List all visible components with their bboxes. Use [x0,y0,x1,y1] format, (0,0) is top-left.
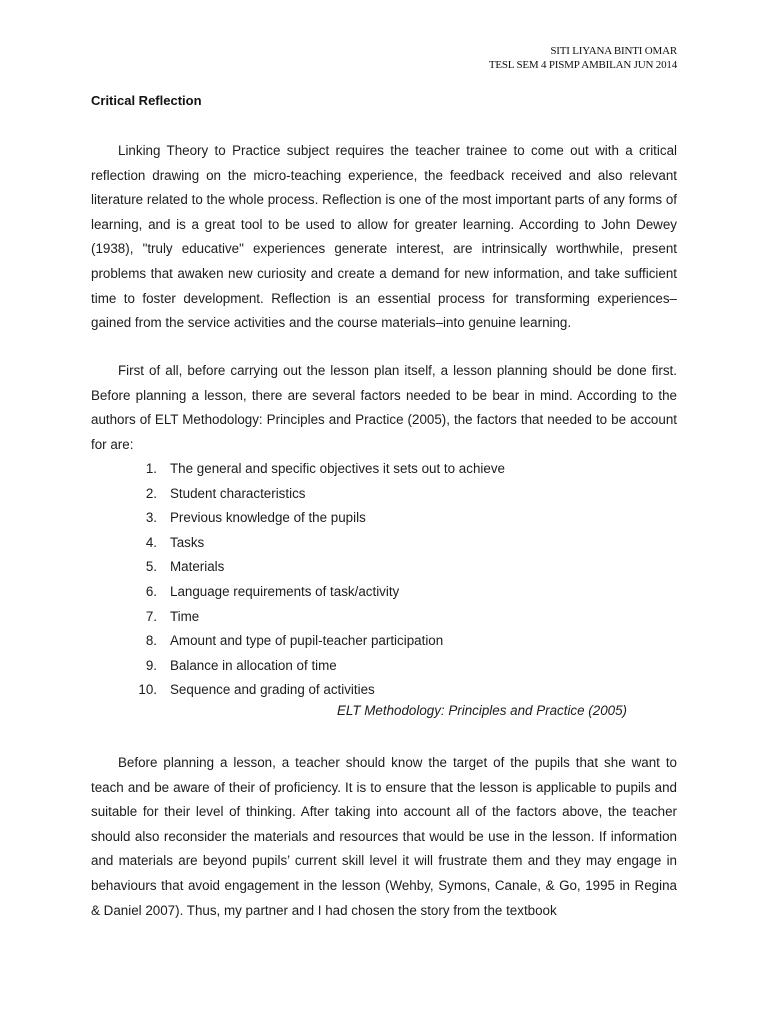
list-item-text: Tasks [170,534,205,550]
list-number: 8. [145,633,157,649]
list-item [131,506,505,531]
author-name: SITI LIYANA BINTI OMAR [550,45,677,57]
paragraph-lesson-planning [91,359,677,457]
document-title: Critical Reflection [91,93,202,108]
list-item [131,580,505,605]
list-number: 7. [145,608,157,624]
list-number: 2. [145,485,157,501]
list-item-text: Sequence and grading of activities [170,682,375,698]
list-number: 6. [145,583,157,599]
paragraph-text: Before planning a lesson, a teacher should know the target of the pupils that she want to teach and be aware of their of proficiency. It is to ensure that the lesson is applicable to pupils and suitable for their level of thinking. After taking into account all of the factors above, the teacher should also reconsider the materials and resources that would be use in the lesson. If information and materials are beyond pupils’ current skill level it will frustrate them and they may engage in behaviours that avoid engagement in the lesson (Wehby, Symons, Canale, & Go, 1995 in Regina & Daniel 2007). Thus, my partner and I had chosen the story from the textbook [91,755,677,918]
list-item-text: Amount and type of pupil-teacher participation [170,633,444,649]
list-number: 10. [138,682,157,698]
list-number: 3. [145,510,157,526]
list-number: 4. [145,534,157,550]
list-item [131,629,505,654]
paragraph-text: Linking Theory to Practice subject requires the teacher trainee to come out with a critical reflection drawing on the micro-teaching experience, the feedback received and also relevant literature related to the whole process. Reflection is one of the most important parts of any forms of learning, and is a great tool to be used to allow for greater learning. According to John Dewey (1938), "truly educative" experiences generate interest, are intrinsically worthwhile, present problems that awaken new curiosity and create a demand for new information, and take sufficient time to foster development. Reflection is an essential process for transforming experiences– gained from the service activities and the course materials–into genuine learning. [91,143,677,331]
list-citation: ELT Methodology: Principles and Practice (2005) [336,703,627,718]
page-header [489,44,677,72]
factors-list [131,457,505,703]
list-item-text: Materials [170,559,225,575]
course-info: TESL SEM 4 PISMP AMBILAN JUN 2014 [488,59,677,71]
list-item [131,605,505,630]
paragraph-target-pupils [91,751,677,923]
list-number: 9. [145,657,157,673]
list-item-text: Previous knowledge of the pupils [170,510,366,526]
list-number: 1. [145,461,157,476]
paragraph-text: First of all, before carrying out the lesson plan itself, a lesson planning should be done first. Before planning a lesson, there are several factors needed to be bear in mind. According to the authors of ELT Methodology: Principles and Practice (2005), the factors that needed to be account for are: [91,363,677,452]
list-item [131,555,505,580]
list-item [131,654,505,679]
paragraph-intro [91,139,677,336]
list-item-text: Student characteristics [170,485,306,501]
list-item-text: Language requirements of task/activity [170,583,400,599]
list-item-text: Time [170,608,200,624]
list-item [131,678,505,703]
list-item [131,482,505,507]
list-number: 5. [145,559,157,575]
list-item-text: The general and specific objectives it sets out to achieve [170,461,505,476]
list-item-text: Balance in allocation of time [170,657,337,673]
list-item [131,457,505,482]
list-item [131,531,505,556]
